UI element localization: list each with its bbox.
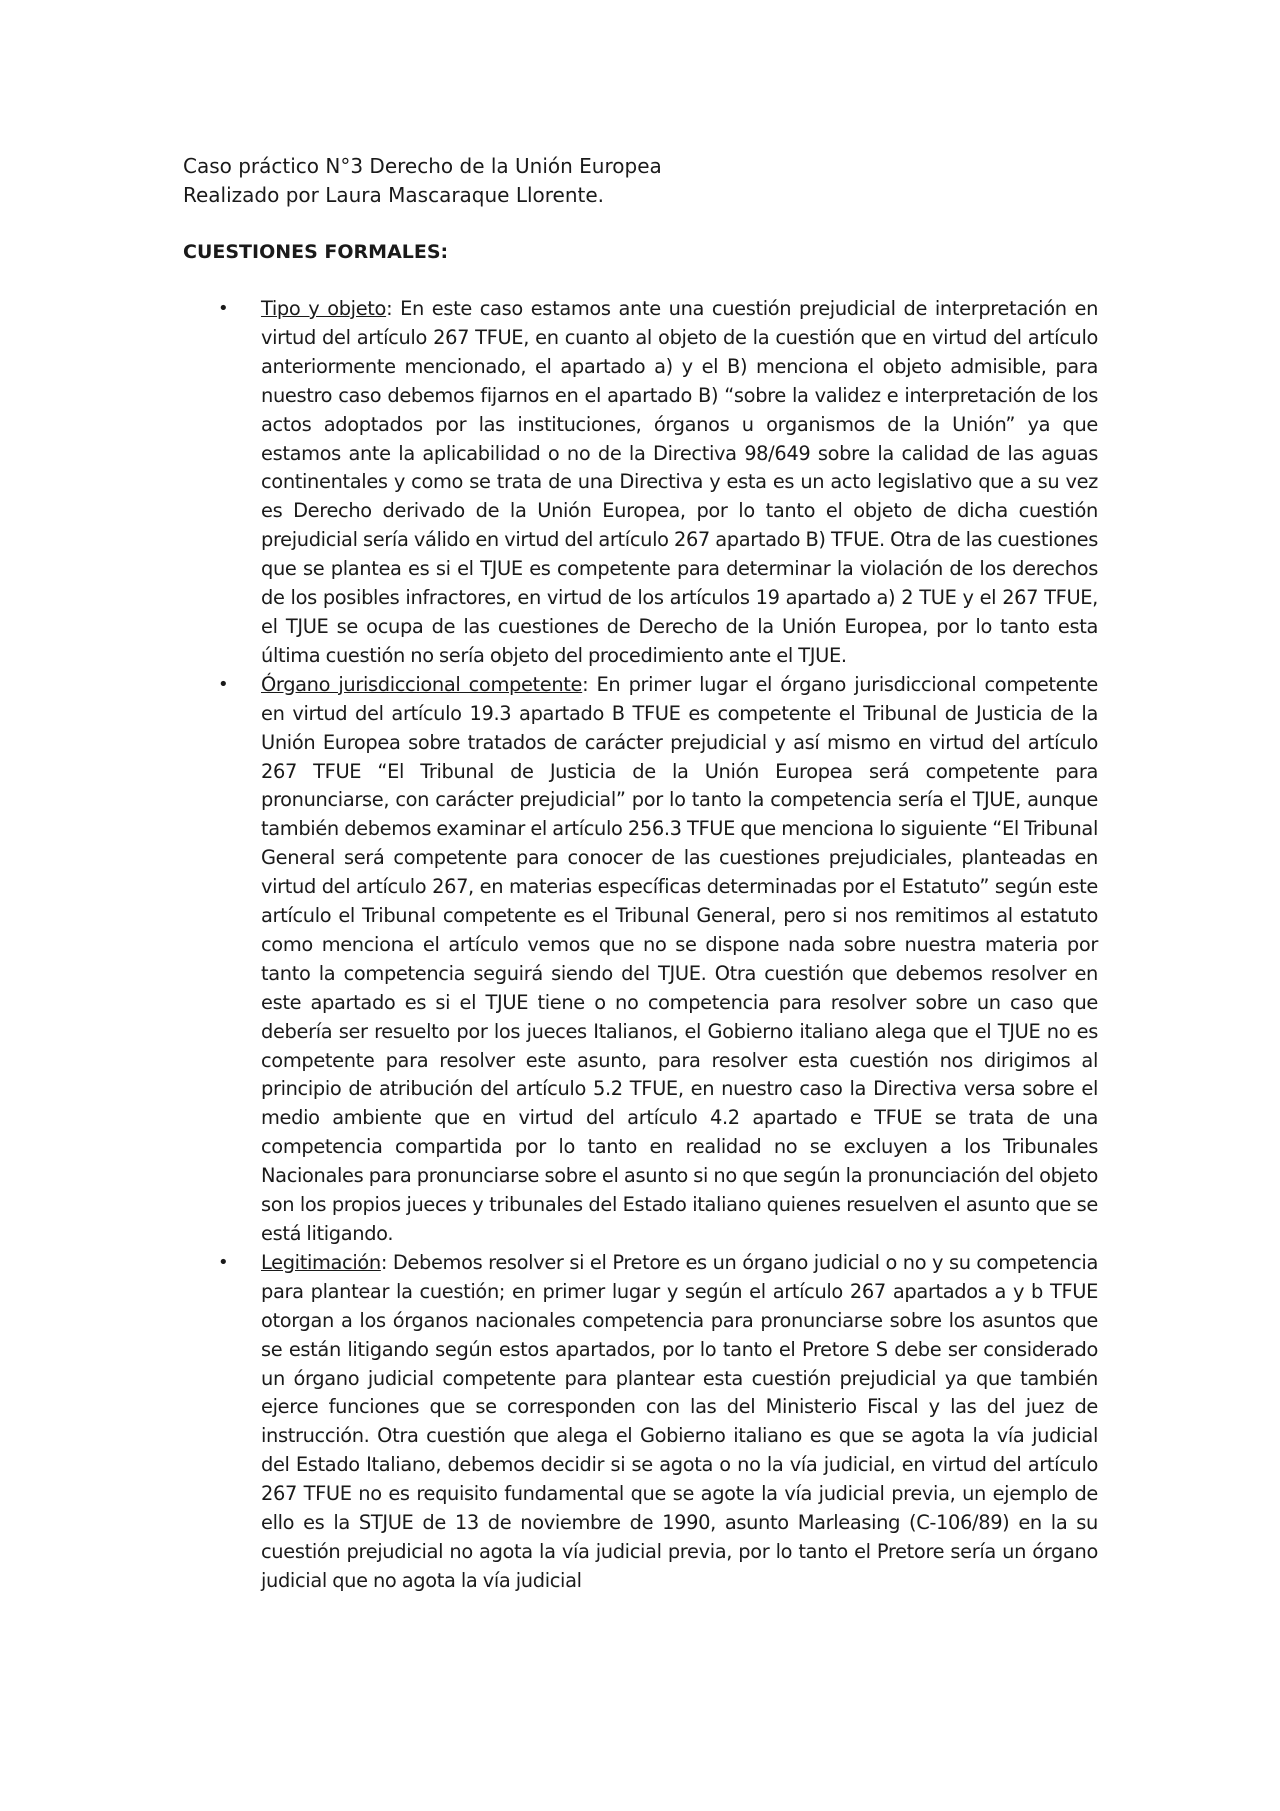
list-item xyxy=(183,295,1098,671)
document-body xyxy=(183,152,1098,1596)
item-heading: Órgano jurisdiccional competente xyxy=(261,672,583,696)
item-heading: Legitimación xyxy=(261,1250,381,1274)
section-title: CUESTIONES FORMALES: xyxy=(183,241,449,263)
bullet-icon: • xyxy=(218,1251,229,1273)
document-title: Caso práctico N°3 Derecho de la Unión Europea xyxy=(183,154,662,178)
item-heading: Tipo y objeto xyxy=(261,297,387,320)
list-item xyxy=(183,671,1098,1249)
item-text: : En primer lugar el órgano jurisdiccional competente en virtud del artículo 19.3 apartado B TFUE es competente el Tribunal de Justicia de la Unión Europea sobre tratados de carácter prejudicial y así mismo en virtud del artículo 267 TFUE “El Tribunal de Justicia de la Unión Europea será competente para pronunciarse, con carácter prejudicial” por lo tanto la competencia sería el TJUE, aunque también debemos examinar el artículo 256.3 TFUE que menciona lo siguiente “El Tribunal General será competente para conocer de las cuestiones prejudiciales, planteadas en virtud del artículo 267, en materias específicas determinadas por el Estatuto” según este artículo el Tribunal competente es el Tribunal General, pero si nos remitimos al estatuto como menciona el artículo vemos que no se dispone nada sobre nuestra materia por tanto la competencia seguirá siendo del TJUE. Otra cuestión que debemos resolver en este apartado es si el TJUE tiene o no competencia para resolver sobre un caso que debería ser resuelto por los jueces Italianos, el Gobierno italiano alega que el TJUE no es competente para resolver este asunto, para resolver esta cuestión nos dirigimos al principio de atribución del artículo 5.2 TFUE, en nuestro caso la Directiva versa sobre el medio ambiente que en virtud del artículo 4.2 apartado e TFUE se trata de una competencia compartida por lo tanto en realidad no se excluyen a los Tribunales Nacionales para pronunciarse sobre el asunto si no que según la pronunciación del objeto son los propios jueces y tribunales del Estado italiano quienes resuelven el asunto que se está litigando. xyxy=(261,672,1098,1245)
bullet-icon: • xyxy=(218,298,229,319)
bullet-list xyxy=(183,295,1098,1596)
list-item xyxy=(183,1249,1098,1596)
document-author: Realizado por Laura Mascaraque Llorente. xyxy=(183,183,605,207)
bullet-icon: • xyxy=(218,673,229,695)
item-text: : Debemos resolver si el Pretore es un órgano judicial o no y su competencia para plantear la cuestión; en primer lugar y según el artículo 267 apartados a y b TFUE otorgan a los órganos nacionales competencia para pronunciarse sobre los asuntos que se están litigando según estos apartados, por lo tanto el Pretore S debe ser considerado un órgano judicial competente para plantear esta cuestión prejudicial ya que también ejerce funciones que se corresponden con las del Ministerio Fiscal y las del juez de instrucción. Otra cuestión que alega el Gobierno italiano es que se agota la vía judicial del Estado Italiano, debemos decidir si se agota o no la vía judicial, en virtud del artículo 267 TFUE no es requisito fundamental que se agote la vía judicial previa, un ejemplo de ello es la STJUE de 13 de noviembre de 1990, asunto Marleasing (C-106/89) en la su cuestión prejudicial no agota la vía judicial previa, por lo tanto el Pretore sería un órgano judicial que no agota la vía judicial xyxy=(261,1250,1098,1592)
item-text: : En este caso estamos ante una cuestión prejudicial de interpretación en virtud del artículo 267 TFUE, en cuanto al objeto de la cuestión que en virtud del artículo anteriormente mencionado, el apartado a) y el B) menciona el objeto admisible, para nuestro caso debemos fijarnos en el apartado B) “sobre la validez e interpretación de los actos adoptados por las instituciones, órganos u organismos de la Unión” ya que estamos ante la aplicabilidad o no de la Directiva 98/649 sobre la calidad de las aguas continentales y como se trata de una Directiva y esta es un acto legislativo que a su vez es Derecho derivado de la Unión Europea, por lo tanto el objeto de dicha cuestión prejudicial sería válido en virtud del artículo 267 apartado B) TFUE. Otra de las cuestiones que se plantea es si el TJUE es competente para determinar la violación de los derechos de los posibles infractores, en virtud de los artículos 19 apartado a) 2 TUE y el 267 TFUE, el TJUE se ocupa de las cuestiones de Derecho de la Unión Europea, por lo tanto esta última cuestión no sería objeto del procedimiento ante el TJUE. xyxy=(261,297,1099,667)
